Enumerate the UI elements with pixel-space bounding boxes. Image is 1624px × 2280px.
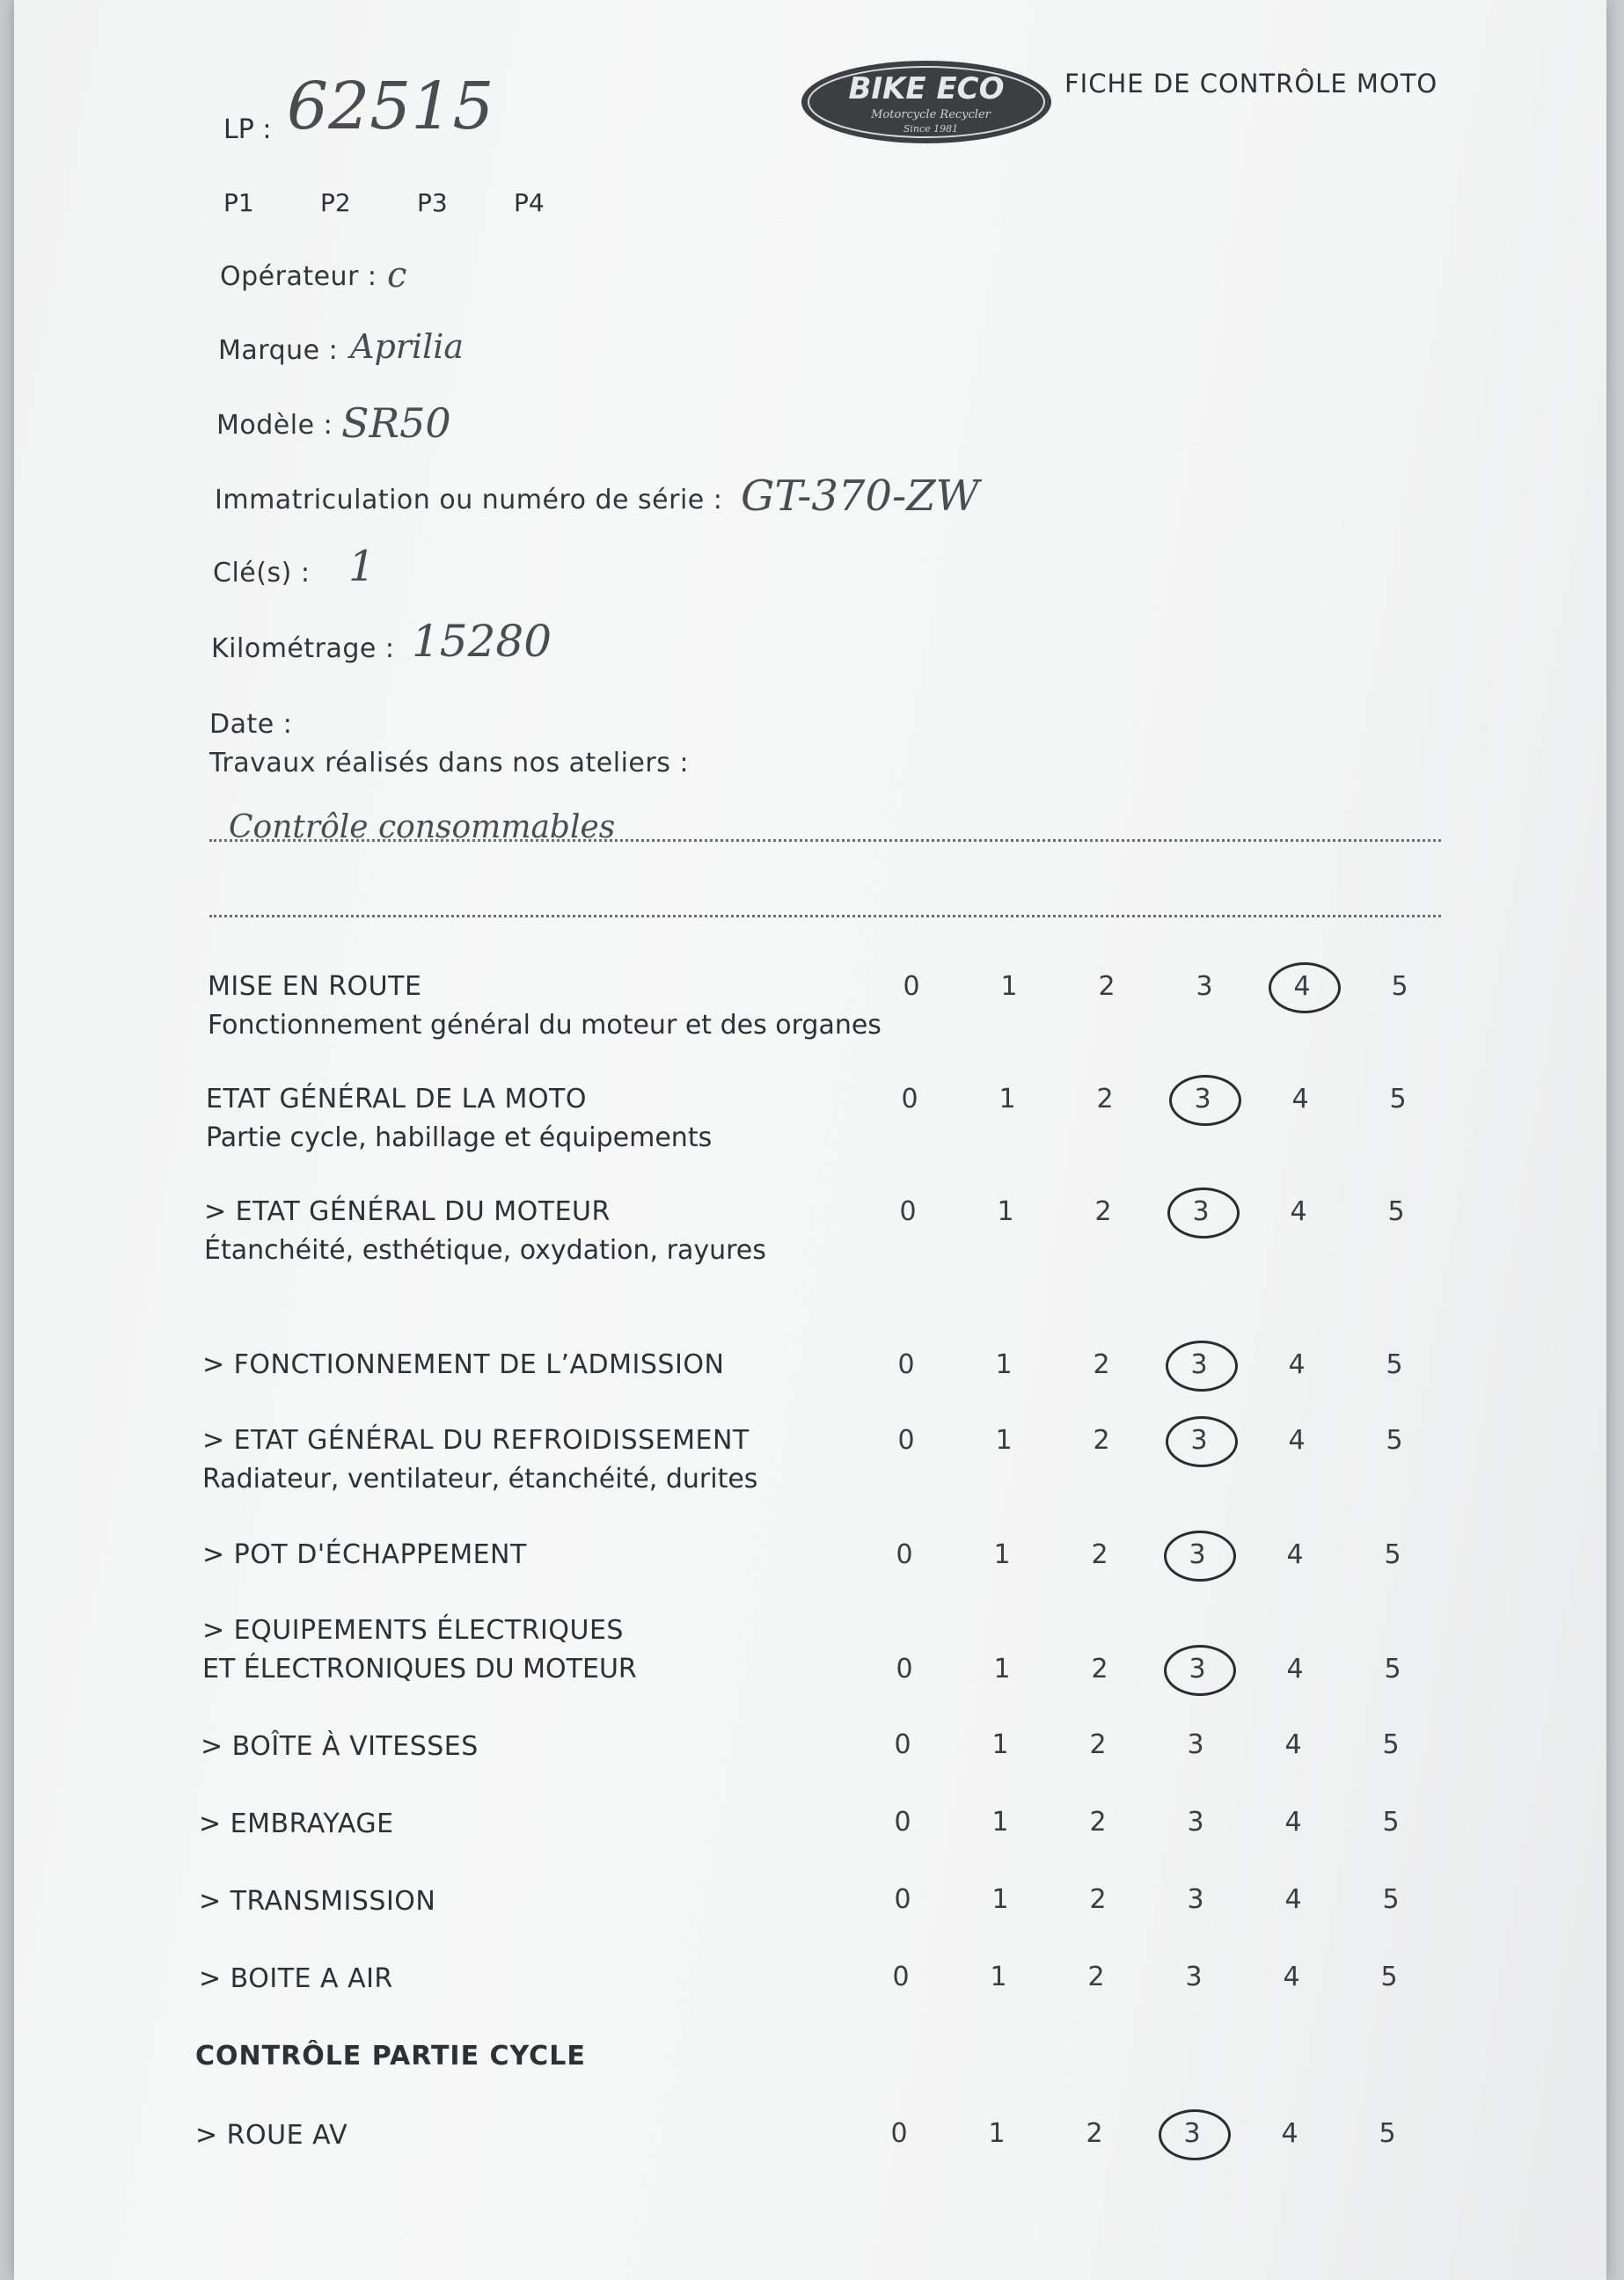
- score-option-4[interactable]: 4: [1293, 971, 1311, 1002]
- section-title: MISE EN ROUTE: [208, 971, 422, 1002]
- score-option-3[interactable]: 3: [1187, 1884, 1204, 1915]
- position-p4[interactable]: P4: [514, 188, 545, 217]
- selected-score-circle: [1166, 1341, 1238, 1392]
- score-option-3[interactable]: 3: [1192, 1196, 1210, 1227]
- logo-since-text: Since 1981: [903, 123, 959, 135]
- score-option-4[interactable]: 4: [1290, 1196, 1307, 1227]
- score-option-0[interactable]: 0: [903, 971, 920, 1002]
- section-title: > TRANSMISSION: [199, 1886, 436, 1917]
- section-subtitle: Étanchéité, esthétique, oxydation, rayures: [204, 1235, 766, 1266]
- travaux-line1: [209, 839, 1441, 842]
- score-option-5[interactable]: 5: [1386, 1349, 1403, 1380]
- section-title: > EMBRAYAGE: [199, 1809, 394, 1839]
- control-form-sheet: [14, 0, 1606, 2280]
- score-option-5[interactable]: 5: [1382, 1884, 1400, 1915]
- score-option-0[interactable]: 0: [899, 1196, 917, 1227]
- score-option-0[interactable]: 0: [897, 1349, 915, 1380]
- score-option-5[interactable]: 5: [1382, 1807, 1400, 1838]
- marque-label: Marque :: [218, 335, 339, 366]
- score-option-3[interactable]: 3: [1190, 1349, 1208, 1380]
- section-subtitle: Radiateur, ventilateur, étanchéité, durites: [202, 1464, 758, 1494]
- score-option-1[interactable]: 1: [990, 1962, 1007, 1992]
- score-option-5[interactable]: 5: [1386, 1425, 1403, 1456]
- cles-label: Clé(s) :: [213, 558, 311, 588]
- section-title: > BOITE A AIR: [199, 1963, 393, 1994]
- section-title: > BOÎTE À VITESSES: [201, 1731, 479, 1762]
- score-option-5[interactable]: 5: [1387, 1196, 1405, 1227]
- operateur-label: Opérateur :: [220, 261, 377, 292]
- score-option-5[interactable]: 5: [1384, 1654, 1401, 1684]
- travaux-line2: [209, 915, 1441, 917]
- score-option-0[interactable]: 0: [901, 1084, 918, 1114]
- score-option-4[interactable]: 4: [1286, 1539, 1304, 1570]
- section-title: > ETAT GÉNÉRAL DU REFROIDISSEMENT: [202, 1425, 750, 1456]
- kilometrage-label: Kilométrage :: [211, 633, 395, 664]
- score-option-4[interactable]: 4: [1284, 1884, 1302, 1915]
- score-option-2[interactable]: 2: [1094, 1196, 1112, 1227]
- selected-score-circle: [1169, 1075, 1241, 1126]
- lp-value[interactable]: 62515: [287, 69, 494, 144]
- section-title: ETAT GÉNÉRAL DE LA MOTO: [206, 1084, 587, 1114]
- section-title: > ROUE AV: [195, 2120, 348, 2151]
- position-p1[interactable]: P1: [223, 188, 254, 217]
- score-option-5[interactable]: 5: [1384, 1539, 1401, 1570]
- score-option-3[interactable]: 3: [1183, 2118, 1201, 2149]
- logo-main-text: BIKE ECO: [848, 71, 1005, 106]
- section-title: > POT D'ÉCHAPPEMENT: [202, 1539, 527, 1570]
- score-option-4[interactable]: 4: [1284, 1807, 1302, 1838]
- score-option-4[interactable]: 4: [1288, 1425, 1306, 1456]
- selected-score-circle: [1167, 1188, 1240, 1239]
- score-option-3[interactable]: 3: [1187, 1729, 1204, 1760]
- score-option-5[interactable]: 5: [1389, 1084, 1407, 1114]
- kilometrage-value[interactable]: 15280: [412, 616, 552, 667]
- score-option-2[interactable]: 2: [1089, 1807, 1107, 1838]
- section-title: > ETAT GÉNÉRAL DU MOTEUR: [204, 1196, 611, 1227]
- section-title: > FONCTIONNEMENT DE L’ADMISSION: [202, 1349, 725, 1380]
- score-option-3[interactable]: 3: [1187, 1807, 1204, 1838]
- score-option-2[interactable]: 2: [1091, 1654, 1108, 1684]
- operateur-value[interactable]: c: [387, 255, 407, 296]
- score-option-0[interactable]: 0: [896, 1654, 913, 1684]
- score-option-3[interactable]: 3: [1189, 1539, 1206, 1570]
- score-option-5[interactable]: 5: [1391, 971, 1408, 1002]
- marque-value[interactable]: Aprilia: [350, 327, 465, 366]
- score-option-0[interactable]: 0: [894, 1807, 911, 1838]
- score-option-3[interactable]: 3: [1194, 1084, 1211, 1114]
- score-option-1[interactable]: 1: [1000, 971, 1018, 1002]
- score-option-1[interactable]: 1: [993, 1539, 1011, 1570]
- score-option-4[interactable]: 4: [1291, 1084, 1309, 1114]
- score-option-4[interactable]: 4: [1281, 2118, 1298, 2149]
- score-option-3[interactable]: 3: [1189, 1654, 1206, 1684]
- score-option-0[interactable]: 0: [894, 1729, 911, 1760]
- selected-score-circle: [1164, 1531, 1236, 1582]
- score-option-4[interactable]: 4: [1288, 1349, 1306, 1380]
- score-option-2[interactable]: 2: [1093, 1349, 1110, 1380]
- score-option-2[interactable]: 2: [1089, 1884, 1107, 1915]
- modele-label: Modèle :: [216, 410, 333, 441]
- immatriculation-value[interactable]: GT-370-ZW: [741, 471, 979, 521]
- score-option-2[interactable]: 2: [1096, 1084, 1114, 1114]
- cycle-heading: CONTRÔLE PARTIE CYCLE: [195, 2041, 586, 2072]
- score-option-2[interactable]: 2: [1098, 971, 1116, 1002]
- score-option-4[interactable]: 4: [1284, 1729, 1302, 1760]
- score-option-0[interactable]: 0: [896, 1539, 913, 1570]
- score-option-5[interactable]: 5: [1382, 1729, 1400, 1760]
- score-option-1[interactable]: 1: [995, 1425, 1013, 1456]
- position-p3[interactable]: P3: [417, 188, 448, 217]
- score-option-0[interactable]: 0: [890, 2118, 908, 2149]
- score-option-3[interactable]: 3: [1185, 1962, 1203, 1992]
- score-option-1[interactable]: 1: [991, 1729, 1009, 1760]
- score-option-1[interactable]: 1: [999, 1084, 1016, 1114]
- score-option-0[interactable]: 0: [892, 1962, 910, 1992]
- section-subtitle: Fonctionnement général du moteur et des organes: [208, 1010, 881, 1041]
- score-option-2[interactable]: 2: [1093, 1425, 1110, 1456]
- score-option-2[interactable]: 2: [1087, 1962, 1105, 1992]
- score-option-4[interactable]: 4: [1286, 1654, 1304, 1684]
- section-title: > EQUIPEMENTS ÉLECTRIQUES: [202, 1615, 624, 1646]
- score-option-1[interactable]: 1: [997, 1196, 1014, 1227]
- selected-score-circle: [1164, 1645, 1236, 1696]
- position-p2[interactable]: P2: [320, 188, 351, 217]
- travaux-label: Travaux réalisés dans nos ateliers :: [209, 748, 689, 778]
- score-option-0[interactable]: 0: [897, 1425, 915, 1456]
- date-label: Date :: [209, 709, 293, 740]
- section-subtitle: Partie cycle, habillage et équipements: [206, 1122, 713, 1153]
- score-option-5[interactable]: 5: [1379, 2118, 1396, 2149]
- modele-value[interactable]: SR50: [341, 399, 451, 447]
- selected-score-circle: [1166, 1416, 1238, 1467]
- selected-score-circle: [1159, 2109, 1231, 2160]
- logo-sub-text: Motorcycle Recycler: [871, 108, 991, 121]
- immatriculation-label: Immatriculation ou numéro de série :: [215, 485, 723, 515]
- cles-value[interactable]: 1: [348, 542, 376, 591]
- lp-label: LP :: [223, 114, 272, 145]
- score-option-5[interactable]: 5: [1380, 1962, 1398, 1992]
- score-option-1[interactable]: 1: [995, 1349, 1013, 1380]
- bike-eco-logo: [799, 58, 1054, 146]
- score-option-1[interactable]: 1: [988, 2118, 1006, 2149]
- selected-score-circle: [1269, 962, 1341, 1013]
- score-option-1[interactable]: 1: [993, 1654, 1011, 1684]
- score-option-2[interactable]: 2: [1089, 1729, 1107, 1760]
- score-option-4[interactable]: 4: [1283, 1962, 1300, 1992]
- score-option-3[interactable]: 3: [1196, 971, 1213, 1002]
- score-option-2[interactable]: 2: [1091, 1539, 1108, 1570]
- score-option-1[interactable]: 1: [991, 1807, 1009, 1838]
- score-option-0[interactable]: 0: [894, 1884, 911, 1915]
- travaux-line1-value[interactable]: Contrôle consommables: [229, 809, 616, 845]
- section-subtitle: ET ÉLECTRONIQUES DU MOTEUR: [202, 1654, 637, 1684]
- score-option-1[interactable]: 1: [991, 1884, 1009, 1915]
- score-option-2[interactable]: 2: [1086, 2118, 1103, 2149]
- form-title: FICHE DE CONTRÔLE MOTO: [1064, 69, 1438, 99]
- score-option-3[interactable]: 3: [1190, 1425, 1208, 1456]
